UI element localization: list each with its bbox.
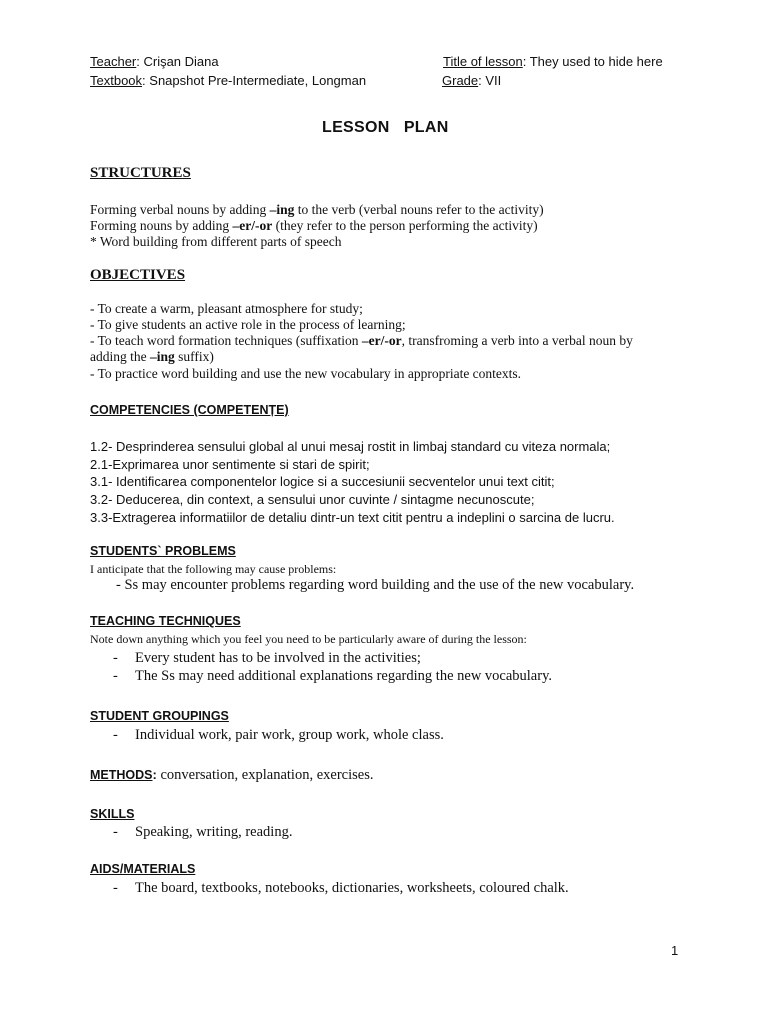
skills-heading: SKILLS [90,807,135,821]
aids-materials-heading: AIDS/MATERIALS [90,862,196,876]
lesson-title-value: : They used to hide here [522,54,663,69]
structures-line-1: Forming verbal nouns by adding –ing to the verb (verbal nouns refer to the activity) [90,202,544,217]
teacher-value: : Crişan Diana [136,54,219,69]
objectives-line-4: adding the –ing suffix) [90,349,214,364]
skills-item: - Speaking, writing, reading. [113,824,293,840]
competency-item: 1.2- Desprinderea sensului global al unui mesaj rostit in limbaj standard cu viteza normala; [90,439,611,454]
page-title: LESSON PLAN [322,119,449,136]
competency-item: 3.2- Deducerea, din context, a sensului unor cuvinte / sintagme necunoscute; [90,492,535,507]
structures-line-3: * Word building from different parts of speech [90,234,342,249]
competency-item: 3.1- Identificarea componentelor logice si a succesiunii secventelor unui text citit; [90,474,555,489]
objectives-line-3: - To teach word formation techniques (suffixation –er/-or, transfroming a verb into a verbal noun by [90,333,633,348]
student-groupings-heading: STUDENT GROUPINGS [90,709,229,723]
objectives-line-5: - To practice word building and use the new vocabulary in appropriate contexts. [90,366,522,381]
teacher-label: Teacher [90,54,137,69]
competencies-heading: COMPETENCIES (COMPETENȚE) [90,403,289,417]
structures-line-2: Forming nouns by adding –er/-or (they refer to the person performing the activity) [90,218,538,233]
lesson-title-label: Title of lesson [443,54,523,69]
teacher-line [90,54,219,69]
students-problems-heading: STUDENTS` PROBLEMS [90,544,236,558]
teaching-techniques-item-2: - The Ss may need additional explanations regarding the new vocabulary. [113,668,553,684]
competency-item: 2.1-Exprimarea unor sentimente si stari de spirit; [90,457,370,472]
grade-line [442,73,501,88]
textbook-label: Textbook [90,73,143,88]
methods-line: METHODS: conversation, explanation, exercises. [90,767,374,783]
grade-value: : VII [478,73,502,88]
student-groupings-item: - Individual work, pair work, group work, whole class. [113,727,444,743]
page-number: 1 [671,943,679,958]
aids-materials-item: - The board, textbooks, notebooks, dictionaries, worksheets, coloured chalk. [113,880,569,896]
competency-item: 3.3-Extragerea informatiilor de detaliu dintr-un text citit pentru a indeplini o sarcina de lucru. [90,510,615,525]
grade-label: Grade [442,73,479,88]
students-problems-intro: I anticipate that the following may cause problems: [90,562,337,576]
teaching-techniques-intro: Note down anything which you feel you need to be particularly aware of during the lesson: [90,632,527,646]
students-problems-item: - Ss may encounter problems regarding word building and the use of the new vocabulary. [116,577,635,593]
teaching-techniques-item-1: - Every student has to be involved in the activities; [113,650,421,666]
textbook-value: : Snapshot Pre-Intermediate, Longman [142,73,367,88]
textbook-line [90,73,366,88]
objectives-heading: OBJECTIVES [90,267,186,283]
objectives-line-2: - To give students an active role in the process of learning; [90,317,406,332]
methods-label: METHODS [90,768,153,782]
methods-text: conversation, explanation, exercises. [156,767,374,783]
teaching-techniques-heading: TEACHING TECHNIQUES [90,614,241,628]
structures-heading: STRUCTURES [90,165,191,181]
objectives-line-1: - To create a warm, pleasant atmosphere for study; [90,301,363,316]
lesson-title-line [443,54,663,69]
